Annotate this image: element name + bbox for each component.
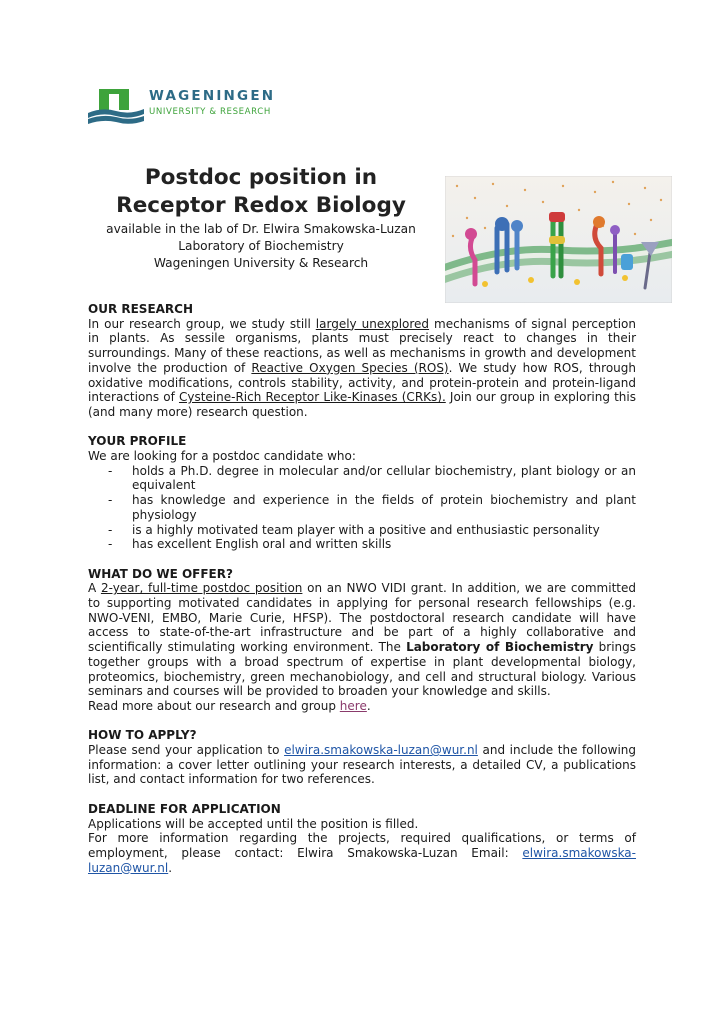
- apply-email-link[interactable]: elwira.smakowska-luzan@wur.nl: [284, 743, 478, 758]
- list-item: - holds a Ph.D. degree in molecular and/or cellular biochemistry, plant biology or an equivalent: [132, 464, 636, 493]
- contact-paragraph: [88, 831, 636, 875]
- section-our-research: [88, 302, 636, 420]
- research-underline-ros: Reactive Oxygen Species (ROS): [251, 360, 449, 375]
- lab-line: available in the lab of Dr. Elwira Smakowska-Luzan: [106, 222, 416, 236]
- wur-logo-mark-icon: [88, 86, 146, 130]
- research-underline-crks: Cysteine-Rich Receptor Like-Kinases (CRKs).: [178, 390, 446, 405]
- list-item: - has knowledge and experience in the fields of protein biochemistry and plant physiology: [132, 493, 636, 522]
- contact-period: .: [168, 860, 173, 875]
- section-how-to-apply: [88, 728, 636, 787]
- logo-subtitle: UNIVERSITY & RESEARCH: [149, 107, 271, 117]
- research-heading: OUR RESEARCH: [88, 302, 194, 316]
- profile-list: [88, 464, 636, 552]
- list-item: - is a highly motivated team player with a positive and enthusiastic personality: [132, 523, 636, 538]
- research-text-4: Join our group in exploring this (and many more) research question.: [88, 390, 636, 419]
- offer-text-3: brings together groups with a broad spectrum of expertise in plant developmental biology, proteomics, biochemistry, green mechanobiology, and cell and structural biology. Various seminars and courses will be provided to broaden your knowledge and skills.: [88, 640, 637, 699]
- deadline-heading: DEADLINE FOR APPLICATION: [88, 801, 281, 816]
- offer-paragraph: [88, 581, 636, 699]
- offer-read-more: [88, 699, 636, 714]
- research-underline-1: largely unexplored: [315, 316, 430, 331]
- profile-intro: We are looking for a postdoc candidate who:: [88, 449, 356, 464]
- university-line: Wageningen University & Research: [153, 256, 369, 270]
- here-link[interactable]: here: [339, 698, 367, 713]
- cell-membrane-receptors-icon: [445, 176, 672, 303]
- title-line-1: Postdoc position in: [144, 165, 378, 190]
- job-description: [88, 302, 636, 890]
- section-your-profile: [88, 434, 636, 552]
- title-line-2: Receptor Redox Biology: [116, 193, 406, 218]
- research-text-1: In our research group, we study still: [88, 316, 316, 331]
- research-text-2: mechanisms of signal perception in plants. As sessile organisms, plants must precisely react to changes in their surroundings. Many of these reactions, as well as mechanisms in growth and development involve the production of: [88, 316, 636, 375]
- read-more-text: Read more about our research and group: [88, 698, 340, 713]
- section-what-we-offer: [88, 567, 636, 714]
- section-deadline: [88, 802, 636, 876]
- position-heading: [86, 164, 436, 272]
- contact-text: For more information regarding the projects, required qualifications, or terms of employment, please contact: Elwira Smakowska-Luzan Email:: [88, 831, 636, 860]
- research-paragraph: [88, 317, 636, 420]
- apply-heading: HOW TO APPLY?: [88, 728, 197, 743]
- department-line: Laboratory of Biochemistry: [178, 239, 344, 253]
- list-item: - has excellent English oral and written skills: [132, 537, 636, 552]
- offer-text-1: A: [88, 581, 101, 596]
- offer-heading: WHAT DO WE OFFER?: [88, 566, 233, 581]
- apply-text-1: Please send your application to: [88, 743, 285, 758]
- offer-text-2: on an NWO VIDI grant. In addition, we are committed to supporting motivated candidates in applying for personal research fellowships (e.g. NWO-VENI, EMBO, Marie Curie, HFSP). The postdoctoral research candidate will have access to state-of-the-art infrastructure and be part of a highly collaborative and scientifically stimulating working environment. The: [88, 581, 636, 655]
- offer-bold-lab: Laboratory of Biochemistry: [406, 640, 594, 655]
- logo-name: WAGENINGEN: [149, 88, 276, 104]
- apply-paragraph: [88, 743, 636, 787]
- research-text-3: . We study how ROS, through oxidative modifications, controls stability, activity, and protein-protein and protein-ligand interactions of: [88, 360, 637, 405]
- contact-email-link[interactable]: elwira.smakowska-luzan@wur.nl: [88, 845, 636, 875]
- offer-underline-position: 2-year, full-time postdoc position: [100, 581, 303, 596]
- read-more-period: .: [366, 698, 371, 713]
- wur-logo: [88, 86, 308, 130]
- apply-text-2: and include the following information: a cover letter outlining your research interests, a detailed CV, a publications list, and contact information for two references.: [88, 743, 637, 787]
- receptor-illustration: [445, 176, 672, 303]
- profile-heading: YOUR PROFILE: [88, 434, 187, 449]
- deadline-paragraph: Applications will be accepted until the position is filled.: [88, 816, 419, 831]
